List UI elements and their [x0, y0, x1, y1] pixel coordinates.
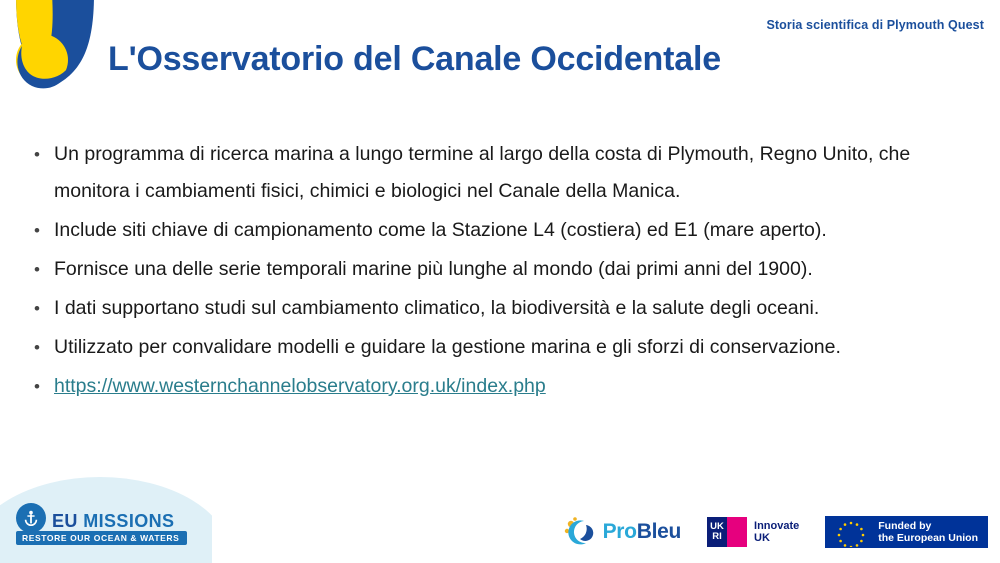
- bullet-icon: •: [34, 260, 40, 279]
- eu-funded-logo: [825, 516, 988, 548]
- ukri-line1: UK: [710, 521, 724, 532]
- brand-logo: [8, 0, 116, 106]
- ukri-mark-text: [707, 517, 727, 547]
- missions-label: MISSIONS: [83, 511, 175, 531]
- partner-logos: [562, 515, 988, 549]
- probleu-wordmark: [603, 520, 681, 544]
- observatory-url-link[interactable]: https://www.westernchannelobservatory.org.uk/index.php: [54, 375, 546, 397]
- list-item-text: Utilizzato per convalidare modelli e guidare la gestione marina e gli sforzi di conservazione.: [54, 336, 841, 358]
- bullet-icon: •: [34, 299, 40, 318]
- list-item-text: Include siti chiave di campionamento come la Stazione L4 (costiera) ed E1 (mare aperto).: [54, 219, 827, 241]
- innovate-uk-line2: UK: [754, 532, 770, 544]
- list-item-text: Un programma di ricerca marina a lungo termine al largo della costa di Plymouth, Regno Unito, che monitora i cambiamenti fisici, chimici e biologici nel Canale della Manica.: [54, 143, 911, 202]
- anchor-icon: [16, 503, 46, 533]
- list-item: [30, 329, 982, 366]
- bullet-icon: •: [34, 221, 40, 240]
- eu-missions-tagline: RESTORE OUR OCEAN & WATERS: [16, 531, 187, 545]
- bullet-icon: •: [34, 145, 40, 164]
- page-title: L'Osservatorio del Canale Occidentale: [108, 40, 721, 78]
- bullet-icon: •: [34, 377, 40, 396]
- eu-label: EU: [52, 511, 78, 531]
- eu-funded-line2: the European Union: [878, 532, 978, 544]
- ukri-line2: RI: [712, 531, 722, 542]
- eu-missions-badge: [0, 477, 212, 563]
- probleu-icon: [562, 515, 596, 549]
- eu-missions-wordmark: [52, 511, 174, 531]
- list-item-text: Fornisce una delle serie temporali marine più lunghe al mondo (dai primi anni del 1900).: [54, 258, 813, 280]
- eu-flag-stars-icon: [831, 517, 871, 547]
- list-item-link[interactable]: [30, 368, 982, 405]
- ukri-mark: [707, 517, 747, 547]
- eu-funded-label: [878, 520, 978, 544]
- innovate-uk-label: [754, 520, 799, 544]
- probleu-logo: [562, 515, 681, 549]
- list-item-text: I dati supportano studi sul cambiamento climatico, la biodiversità e la salute degli oceani.: [54, 297, 820, 319]
- list-item: [30, 290, 982, 327]
- probleu-name-part2: Bleu: [636, 520, 682, 543]
- ukri-logo: [707, 517, 799, 547]
- list-item: [30, 251, 982, 288]
- probleu-name-part1: Pro: [602, 520, 637, 543]
- list-item: [30, 212, 982, 249]
- slide-eyebrow: Storia scientifica di Plymouth Quest: [766, 18, 984, 32]
- ukri-mark-swatch: [727, 517, 747, 547]
- eu-funded-line1: Funded by: [878, 520, 932, 532]
- innovate-uk-line1: Innovate: [754, 520, 800, 532]
- list-item: [30, 136, 982, 210]
- bullet-icon: •: [34, 338, 40, 357]
- bullet-list: [30, 136, 982, 407]
